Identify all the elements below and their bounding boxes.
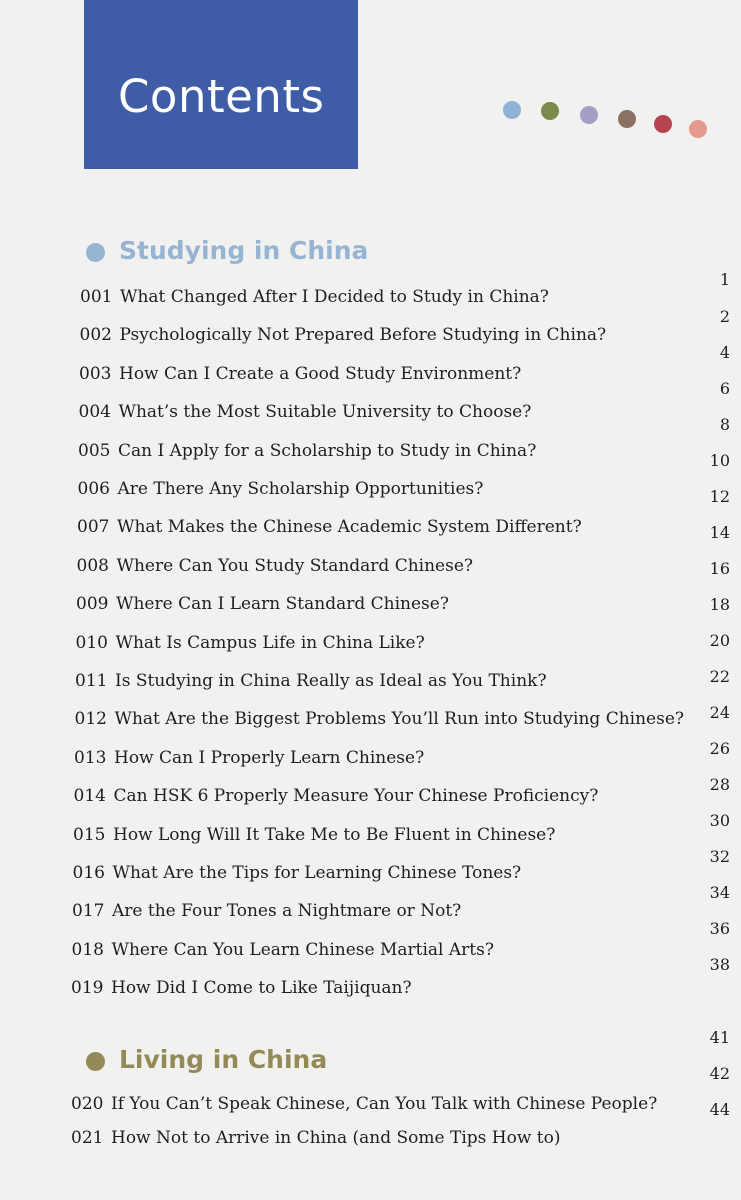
entry-title: What Makes the Chinese Academic System Different?	[117, 517, 582, 538]
entry-number: 006	[77, 479, 110, 499]
toc-entry[interactable]	[72, 940, 494, 960]
toc-entry[interactable]	[73, 863, 522, 883]
toc-entry[interactable]	[79, 402, 532, 422]
entry-number: 009	[76, 594, 109, 615]
toc-entry[interactable]	[75, 709, 685, 729]
decorative-dot-icon	[541, 102, 559, 120]
page-number: 26	[709, 739, 730, 758]
decorative-dot-icon	[618, 110, 636, 128]
entry-title: Where Can I Learn Standard Chinese?	[116, 594, 449, 615]
page-number: 12	[709, 487, 730, 506]
entry-title: Are the Four Tones a Nightmare or Not?	[112, 901, 462, 922]
entry-number: 015	[73, 824, 106, 845]
page-number: 10	[709, 451, 730, 470]
entry-title: How Long Will It Take Me to Be Fluent in Chinese?	[113, 824, 556, 845]
entry-number: 005	[78, 440, 111, 461]
toc-entry[interactable]	[80, 325, 607, 345]
toc-entry[interactable]	[75, 671, 547, 691]
decorative-dot-icon	[689, 120, 707, 138]
entry-number: 004	[78, 402, 111, 423]
entry-number: 007	[77, 517, 110, 538]
page-number: 18	[709, 595, 730, 614]
toc-entry[interactable]	[78, 441, 536, 461]
toc-entry[interactable]	[80, 287, 549, 307]
decorative-dot-icon	[503, 101, 521, 119]
entry-title: Where Can You Learn Chinese Martial Arts?	[111, 939, 494, 960]
page-number: 6	[719, 379, 730, 398]
entry-number: 001	[80, 287, 113, 307]
entry-number: 008	[76, 555, 109, 576]
entry-number: 010	[75, 632, 108, 653]
entry-title: How Not to Arrive in China (and Some Tips How to)	[111, 1128, 561, 1148]
page-number: 8	[719, 415, 730, 434]
page-number: 16	[709, 559, 730, 578]
page-number: 2	[719, 307, 730, 326]
entry-title: What Are the Tips for Learning Chinese Tones?	[112, 863, 522, 883]
entry-title: What Is Campus Life in China Like?	[115, 632, 425, 653]
entry-number: 013	[74, 747, 107, 768]
page-number: 28	[709, 775, 730, 794]
page-number: 4	[719, 343, 730, 362]
decorative-dot-icon	[580, 106, 598, 124]
entry-number: 003	[79, 363, 112, 384]
entry-title: How Did I Come to Like Taijiquan?	[111, 978, 412, 999]
toc-entry[interactable]	[76, 633, 425, 653]
page-number: 22	[709, 667, 730, 686]
entry-title: Can I Apply for a Scholarship to Study in China?	[118, 440, 537, 461]
entry-number: 012	[74, 709, 107, 730]
entry-title: Are There Any Scholarship Opportunities?	[117, 479, 484, 499]
entry-title: How Can I Create a Good Study Environment?	[119, 363, 522, 384]
page-number: 1	[719, 270, 730, 289]
page-number: 41	[709, 1028, 730, 1047]
entry-number: 021	[71, 1128, 104, 1148]
section-bullet-icon	[86, 1052, 105, 1071]
entry-number: 018	[71, 939, 104, 960]
page-number: 20	[709, 631, 730, 650]
toc-entry[interactable]	[76, 594, 449, 614]
toc-entry[interactable]	[79, 364, 521, 384]
entry-title: What’s the Most Suitable University to Choose?	[118, 402, 532, 423]
toc-entry[interactable]	[72, 901, 461, 921]
entry-title: Where Can You Study Standard Chinese?	[116, 555, 474, 576]
toc-entry[interactable]	[77, 517, 582, 537]
entry-number: 017	[72, 901, 105, 922]
section-title: Studying in China	[119, 236, 369, 265]
section-title: Living in China	[119, 1045, 328, 1074]
page-number: 42	[709, 1064, 730, 1083]
entry-title: How Can I Properly Learn Chinese?	[114, 747, 425, 768]
entry-title: Is Studying in China Really as Ideal as You Think?	[115, 671, 547, 691]
toc-entry[interactable]	[71, 1094, 657, 1114]
toc-entry[interactable]	[78, 479, 484, 499]
entry-number: 011	[75, 671, 108, 691]
entry-number: 020	[71, 1094, 104, 1114]
contents-title-block	[84, 0, 358, 169]
page-number: 38	[709, 955, 730, 974]
entry-title: Psychologically Not Prepared Before Studying in China?	[119, 325, 607, 346]
entry-number: 002	[79, 325, 112, 346]
page-number: 34	[709, 883, 730, 902]
entry-title: What Changed After I Decided to Study in China?	[120, 287, 549, 307]
toc-entry[interactable]	[73, 825, 555, 845]
decorative-dot-icon	[654, 115, 672, 133]
toc-entry[interactable]	[71, 978, 412, 998]
toc-entry[interactable]	[77, 556, 474, 576]
entry-title: If You Can’t Speak Chinese, Can You Talk with Chinese People?	[111, 1094, 658, 1114]
page-number: 24	[709, 703, 730, 722]
toc-entry[interactable]	[71, 1128, 561, 1148]
page-title: Contents	[118, 70, 325, 123]
page-number: 44	[709, 1100, 730, 1119]
toc-entry[interactable]	[74, 786, 599, 806]
page-number: 36	[709, 919, 730, 938]
entry-number: 016	[72, 863, 105, 883]
section-bullet-icon	[86, 243, 105, 262]
toc-entry[interactable]	[74, 748, 424, 768]
entry-title: Can HSK 6 Properly Measure Your Chinese Proficiency?	[113, 786, 599, 807]
page-number: 32	[709, 847, 730, 866]
page-number: 14	[709, 523, 730, 542]
entry-number: 019	[71, 978, 104, 999]
entry-title: What Are the Biggest Problems You’ll Run into Studying Chinese?	[114, 709, 684, 730]
entry-number: 014	[73, 786, 106, 807]
page-number: 30	[709, 811, 730, 830]
